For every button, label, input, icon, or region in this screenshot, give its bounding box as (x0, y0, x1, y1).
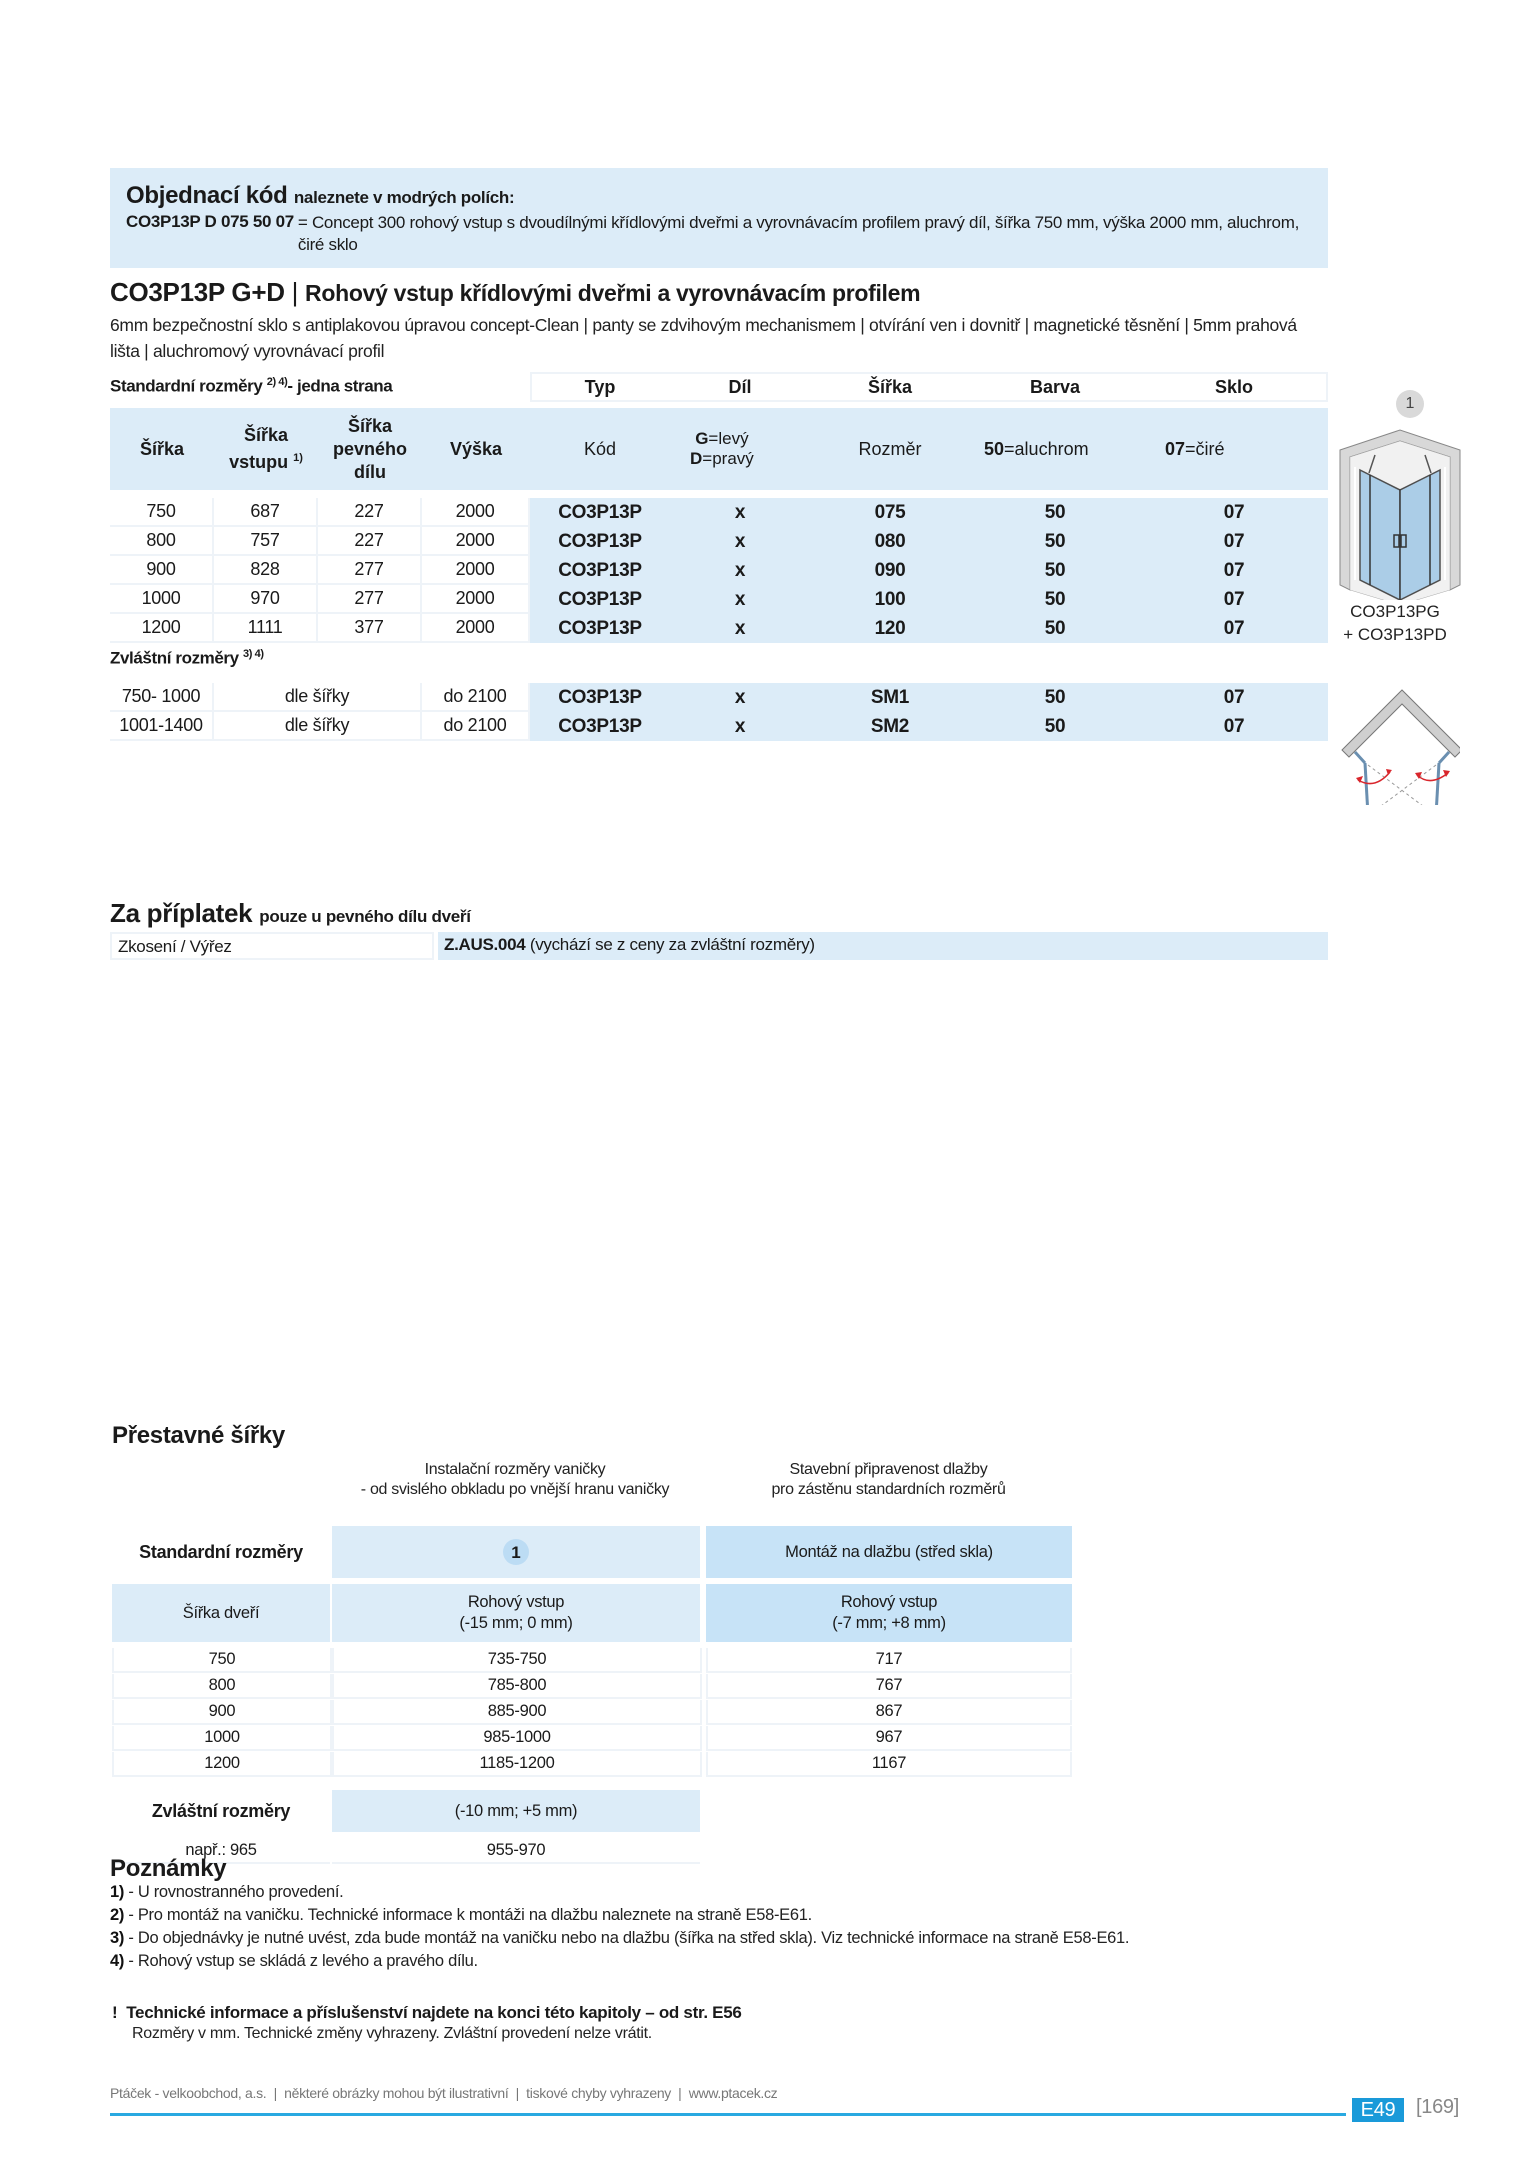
cell-vyska: 2000 (422, 614, 530, 643)
cell-pevny: 227 (318, 498, 422, 527)
product-code: CO3P13P G+D (110, 277, 285, 307)
surcharge-row (110, 932, 1328, 960)
adjustable-widths-title: Přestavné šířky (112, 1422, 285, 1449)
cell-pevny: 377 (318, 614, 422, 643)
tech-info-subtitle: Rozměry v mm. Technické změny vyhrazeny. Zvláštní provedení nelze vrátit. (132, 2025, 652, 2042)
adj-door-width-label: Šířka dveří (112, 1584, 330, 1642)
order-code-box (110, 168, 1328, 268)
adj-head-tray-line1: Instalační rozměry vaničky (424, 1461, 606, 1478)
cell-rozmer: 075 (810, 498, 970, 527)
note-text: - Pro montáž na vaničku. Technické informace k montáži na dlažbu naleznete na straně E58-E61. (124, 1906, 812, 1924)
cell-vstup: 757 (214, 527, 318, 556)
adj-head-tile (706, 1460, 1071, 1500)
adj-row-width: 800 (112, 1674, 332, 1699)
footer-divider (110, 2113, 1346, 2116)
col-header-barva: 50=aluchrom (984, 438, 1089, 459)
adj-row-tray: 1185-1200 (332, 1752, 702, 1777)
cell-kod: CO3P13P (530, 527, 670, 556)
cell-rozmer: 090 (810, 556, 970, 585)
cell-kod: CO3P13P (530, 614, 670, 643)
illustration-caption (1330, 600, 1460, 646)
cell-vstup: 687 (214, 498, 318, 527)
adj-row-width: 1000 (112, 1726, 332, 1751)
note-number: 4) (110, 1952, 125, 1970)
table-row (110, 556, 1328, 585)
cell-dil: x (670, 614, 810, 643)
cell-dil: x (670, 585, 810, 614)
cell-barva: 50 (970, 683, 1140, 712)
adj-row-tray: 735-750 (332, 1648, 702, 1673)
adj-standard-badge-cell (332, 1526, 700, 1578)
special-dimensions-label (110, 648, 264, 669)
adj-row-tile: 717 (706, 1648, 1072, 1673)
adj-head-tray-line2: - od svislého obkladu po vnější hranu vaničky (360, 1481, 670, 1498)
col-header-rozmer: Rozměr (858, 438, 922, 459)
cell-pevny: 227 (318, 527, 422, 556)
standard-label-text: Standardní rozměry (110, 376, 263, 396)
cell-sklo: 07 (1140, 527, 1328, 556)
adj-tray-sub-line1: Rohový vstup (467, 1593, 565, 1611)
cell-pevny: 277 (318, 556, 422, 585)
cell-vstup: 828 (214, 556, 318, 585)
adj-standard-tile: Montáž na dlažbu (střed skla) (706, 1526, 1072, 1578)
adj-tile-sub (706, 1584, 1072, 1642)
adj-row-tile: 967 (706, 1726, 1072, 1751)
cell-dil: x (670, 498, 810, 527)
cell-vstup: dle šířky (214, 712, 422, 741)
adj-tray-sub-line2: (-15 mm; 0 mm) (459, 1614, 573, 1632)
cell-barva: 50 (970, 498, 1140, 527)
cell-sklo: 07 (1140, 712, 1328, 741)
example-order-desc: = Concept 300 rohový vstup s dvoudílnými křídlovými dveřmi a vyrovnávacím profilem pravý díl, šířka 750 mm, výška 2000 mm, aluchrom, čiré sklo (297, 213, 1299, 254)
cell-sklo: 07 (1140, 585, 1328, 614)
group-header-typ: Typ (584, 377, 616, 397)
standard-dimensions-label (110, 376, 392, 397)
special-label-text: Zvláštní rozměry (110, 648, 239, 668)
cell-barva: 50 (970, 527, 1140, 556)
adj-row-width: 750 (112, 1648, 332, 1673)
cell-kod: CO3P13P (530, 683, 670, 712)
adj-special-tolerance: (-10 mm; +5 mm) (332, 1790, 700, 1832)
cell-rozmer: SM1 (810, 683, 970, 712)
cell-sirka: 800 (110, 527, 214, 556)
note-item (110, 1906, 812, 1925)
caption-line-1: CO3P13PG (1350, 602, 1440, 621)
group-header-sklo: Sklo (1214, 377, 1253, 397)
exclamation-icon: ! (112, 2003, 118, 2022)
cell-barva: 50 (970, 585, 1140, 614)
product-description: 6mm bezpečnostní sklo s antiplakovou úpravou concept-Clean | panty se zdvihovým mechanismem | otvírání ven i dovnitř | magnetické těsnění | 5mm prahová lišta | aluchromový vyrovnávací profil (110, 315, 1297, 361)
cell-pevny: 277 (318, 585, 422, 614)
adj-head-tile-line2: pro zástěnu standardních rozměrů (771, 1481, 1006, 1498)
order-code-title (126, 182, 1312, 210)
adj-row-width: 900 (112, 1700, 332, 1725)
cell-vyska: 2000 (422, 585, 530, 614)
standard-label-sup: 2) 4) (266, 376, 288, 388)
adj-standard-label: Standardní rozměry (139, 1541, 303, 1562)
col-header-dil: G=levý D=pravý (690, 429, 754, 468)
cell-sklo: 07 (1140, 683, 1328, 712)
note-item (110, 1929, 1129, 1948)
adj-special-label: Zvláštní rozměry (151, 1800, 291, 1821)
cell-sirka: 1001-1400 (110, 712, 214, 741)
cell-dil: x (670, 712, 810, 741)
surcharge-code: Z.AUS.004 (444, 935, 526, 954)
installation-badge: 1 (503, 1539, 529, 1565)
note-item (110, 1883, 343, 1902)
cell-barva: 50 (970, 614, 1140, 643)
tech-info-block (112, 2003, 742, 2043)
col-header-sirka-pevneho: Šířka pevného dílu (332, 415, 407, 482)
surcharge-value (438, 932, 1328, 960)
cell-rozmer: 080 (810, 527, 970, 556)
cell-rozmer: SM2 (810, 712, 970, 741)
col-header-sirka: Šířka (139, 438, 185, 459)
cell-kod: CO3P13P (530, 498, 670, 527)
surcharge-label: Zkosení / Výřez (110, 932, 434, 960)
cell-vstup: 1111 (214, 614, 318, 643)
cell-sirka: 750 (110, 498, 214, 527)
order-code-heading-suffix: naleznete v modrých polích: (293, 188, 515, 207)
tech-info-title: Technické informace a příslušenství najdete na konci této kapitoly – od str. E56 (126, 2003, 742, 2022)
cell-rozmer: 100 (810, 585, 970, 614)
col-header-sirka-vstupu: Šířka vstupu $^{1)}$ (229, 425, 303, 472)
adj-tray-sub (332, 1584, 700, 1642)
note-number: 3) (110, 1929, 125, 1947)
adj-example-tray: 955-970 (332, 1838, 700, 1864)
note-text: - Rohový vstup se skládá z levého a pravého dílu. (124, 1952, 478, 1970)
product-title (110, 277, 920, 308)
special-label-sup: 3) 4) (243, 648, 264, 660)
cell-rozmer: 120 (810, 614, 970, 643)
table-row (110, 585, 1328, 614)
cell-barva: 50 (970, 556, 1140, 585)
col-header-sklo: 07=čiré (1165, 438, 1225, 459)
table-row (110, 498, 1328, 527)
adj-row-tray: 785-800 (332, 1674, 702, 1699)
cell-vstup: 970 (214, 585, 318, 614)
adj-row-tray: 885-900 (332, 1700, 702, 1725)
group-header-dil: Díl (728, 377, 752, 397)
surcharge-heading-suffix: pouze u pevného dílu dveří (259, 907, 471, 926)
cell-vyska: do 2100 (422, 712, 530, 741)
cell-kod: CO3P13P (530, 712, 670, 741)
adj-example-width: např.: 965 (112, 1838, 330, 1864)
surcharge-title (110, 898, 471, 929)
title-separator: | (291, 277, 299, 307)
cell-kod: CO3P13P (530, 585, 670, 614)
cell-vyska: 2000 (422, 498, 530, 527)
shower-enclosure-illustration (1335, 425, 1465, 600)
adj-tile-sub-line2: (-7 mm; +8 mm) (832, 1614, 946, 1632)
cell-sirka: 1000 (110, 585, 214, 614)
adj-row-tile: 867 (706, 1700, 1072, 1725)
col-header-vyska: Výška (449, 438, 503, 459)
table-row (110, 614, 1328, 643)
cell-sklo: 07 (1140, 614, 1328, 643)
caption-line-2: + CO3P13PD (1343, 625, 1447, 644)
illustration-number-badge: 1 (1396, 390, 1424, 418)
cell-barva: 50 (970, 712, 1140, 741)
adj-head-tray (330, 1460, 700, 1500)
cell-dil: x (670, 683, 810, 712)
adj-row-tile: 1167 (706, 1752, 1072, 1777)
table-row-special (110, 683, 1328, 712)
cell-vstup: dle šířky (214, 683, 422, 712)
adj-row-tile: 767 (706, 1674, 1072, 1699)
group-header-sirka: Šířka (867, 377, 913, 397)
footer-text: Ptáček - velkoobchod, a.s. | některé obrázky mohou být ilustrativní | tiskové chyby vyhrazeny | www.ptacek.cz (110, 2085, 778, 2101)
cell-sirka: 900 (110, 556, 214, 585)
adj-row-width: 1200 (112, 1752, 332, 1777)
order-code-heading: Objednací kód (126, 182, 288, 209)
door-opening-diagram (1330, 675, 1460, 805)
group-header-barva: Barva (1029, 377, 1081, 397)
cell-sklo: 07 (1140, 498, 1328, 527)
cell-dil: x (670, 527, 810, 556)
note-item (110, 1952, 478, 1971)
cell-vyska: 2000 (422, 527, 530, 556)
cell-sklo: 07 (1140, 556, 1328, 585)
cell-kod: CO3P13P (530, 556, 670, 585)
table-row (110, 527, 1328, 556)
cell-sirka: 750- 1000 (110, 683, 214, 712)
example-order-code: CO3P13P D 075 50 07 (126, 212, 294, 231)
standard-label-suffix: - jedna strana (287, 376, 393, 396)
page-code-badge: E49 (1352, 2098, 1404, 2122)
note-text: - Do objednávky je nutné uvést, zda bude montáž na vaničku nebo na dlažbu (šířka na střed skla). Viz technické informace na straně E58-E61. (124, 1929, 1130, 1947)
product-name: Rohový vstup křídlovými dveřmi a vyrovnávacím profilem (305, 280, 921, 306)
surcharge-heading: Za příplatek (110, 898, 253, 928)
table-row-special (110, 712, 1328, 741)
adj-head-tile-line1: Stavební připravenost dlažby (789, 1461, 988, 1478)
notes-title: Poznámky (110, 1855, 227, 1882)
note-number: 2) (110, 1906, 125, 1924)
page-number: [169] (1416, 2096, 1459, 2118)
surcharge-note: (vychází se z ceny za zvláštní rozměry) (529, 935, 815, 954)
note-number: 1) (110, 1883, 125, 1901)
note-text: - U rovnostranného provedení. (124, 1883, 344, 1901)
cell-sirka: 1200 (110, 614, 214, 643)
adj-row-tray: 985-1000 (332, 1726, 702, 1751)
cell-vyska: 2000 (422, 556, 530, 585)
cell-vyska: do 2100 (422, 683, 530, 712)
col-header-kod: Kód (583, 438, 617, 459)
adj-tile-sub-line1: Rohový vstup (840, 1593, 938, 1611)
cell-dil: x (670, 556, 810, 585)
